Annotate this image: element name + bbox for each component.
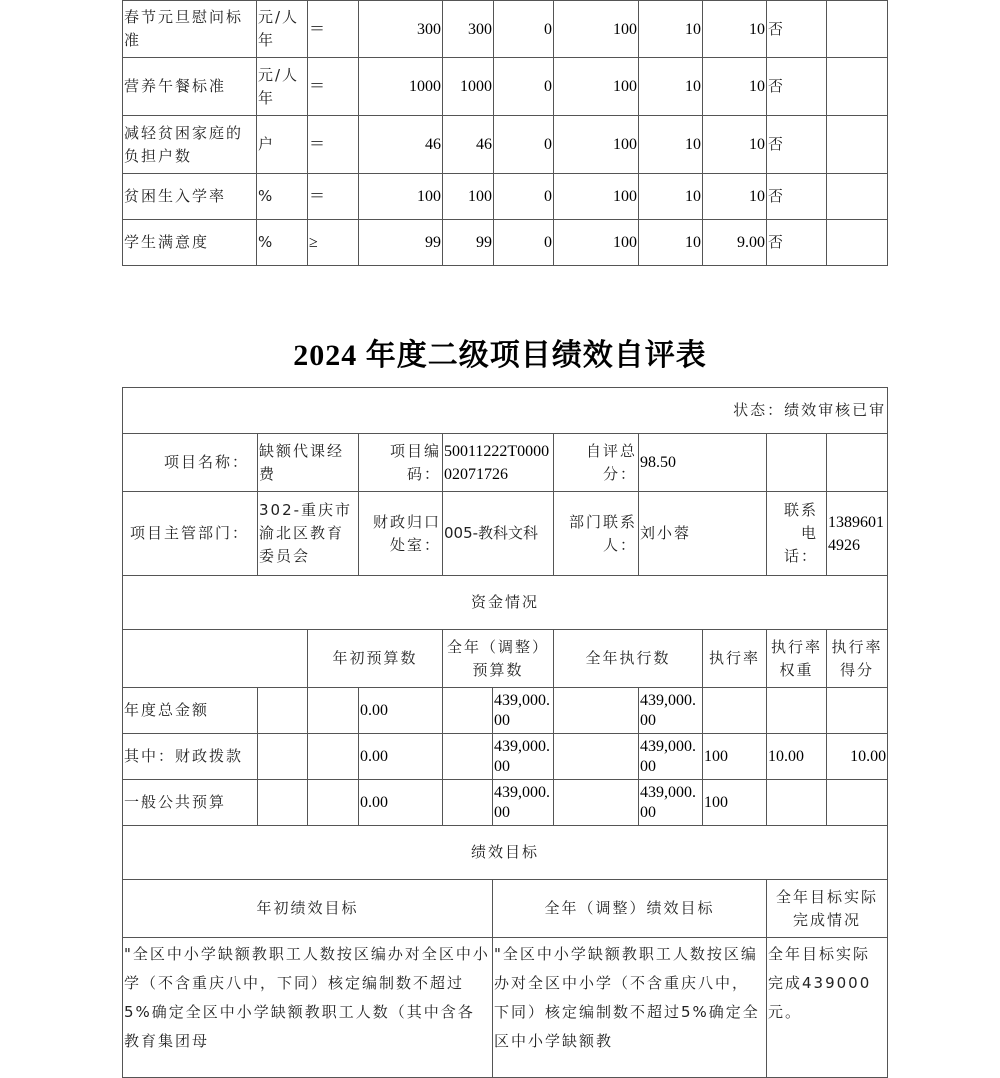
indicator-table xyxy=(122,0,888,266)
indicator-actual: 46 xyxy=(443,116,494,174)
indicator-actual: 300 xyxy=(443,1,494,58)
funds-row xyxy=(123,780,888,826)
indicator-unit: % xyxy=(257,174,308,220)
indicator-completion: 100 xyxy=(554,220,639,266)
funds-header-adjusted: 全年（调整）预算数 xyxy=(443,630,554,688)
indicator-score: 10 xyxy=(703,116,767,174)
funds-header-executed: 全年执行数 xyxy=(554,630,703,688)
indicator-name: 春节元旦慰问标准 xyxy=(123,1,257,58)
funds-rate: 100 xyxy=(703,734,767,780)
funds-executed: 439,000.00 xyxy=(639,734,703,780)
contact-value: 刘小蓉 xyxy=(639,492,767,576)
indicator-note xyxy=(827,1,888,58)
goals-header-initial: 年初绩效目标 xyxy=(123,880,493,938)
funds-adjusted: 439,000.00 xyxy=(493,734,554,780)
score-value: 98.50 xyxy=(639,434,767,492)
indicator-unit: % xyxy=(257,220,308,266)
indicator-deviation: 0 xyxy=(494,220,554,266)
funds-initial: 0.00 xyxy=(359,780,443,826)
funds-header-weight: 执行率权重 xyxy=(767,630,827,688)
empty-cell xyxy=(443,780,493,826)
funds-weight xyxy=(767,688,827,734)
indicator-operator: ≥ xyxy=(308,220,359,266)
indicator-weight: 10 xyxy=(639,58,703,116)
indicator-note xyxy=(827,220,888,266)
indicator-score: 10 xyxy=(703,58,767,116)
indicator-weight: 10 xyxy=(639,1,703,58)
indicator-flag: 否 xyxy=(767,116,827,174)
goals-header-adjusted: 全年（调整）绩效目标 xyxy=(493,880,767,938)
indicator-operator: ＝ xyxy=(308,174,359,220)
indicator-target: 1000 xyxy=(359,58,443,116)
goal-adjusted-text: "全区中小学缺额教职工人数按区编办对全区中小学（不含重庆八中，下同）核定编制数不超过5%确定全区中小学缺额教 xyxy=(493,938,767,1078)
empty-cell xyxy=(827,434,888,492)
goals-section-header: 绩效目标 xyxy=(123,826,888,880)
goal-actual-text: 全年目标实际完成439000 元。 xyxy=(767,938,888,1078)
status-text: 状态：绩效审核已审 xyxy=(123,388,888,434)
funds-row-label: 年度总金额 xyxy=(123,688,258,734)
funds-section-header: 资金情况 xyxy=(123,576,888,630)
indicator-note xyxy=(827,174,888,220)
phone-value: 13896014926 xyxy=(827,492,888,576)
empty-cell xyxy=(258,734,308,780)
score-label: 自评总分： xyxy=(554,434,639,492)
indicator-unit: 户 xyxy=(257,116,308,174)
funds-header-initial: 年初预算数 xyxy=(308,630,443,688)
indicator-note xyxy=(827,116,888,174)
funds-initial: 0.00 xyxy=(359,734,443,780)
funds-adjusted: 439,000.00 xyxy=(493,688,554,734)
indicator-row xyxy=(123,116,888,174)
funds-header-rate: 执行率 xyxy=(703,630,767,688)
empty-cell xyxy=(443,734,493,780)
phone-label: 联系电话： xyxy=(767,492,827,576)
indicator-deviation: 0 xyxy=(494,58,554,116)
indicator-deviation: 0 xyxy=(494,116,554,174)
funds-row-label: 其中：财政拨款 xyxy=(123,734,258,780)
indicator-target: 300 xyxy=(359,1,443,58)
dept-value: 302-重庆市渝北区教育委员会 xyxy=(258,492,359,576)
funds-score: 10.00 xyxy=(827,734,888,780)
indicator-name: 学生满意度 xyxy=(123,220,257,266)
funds-rate xyxy=(703,688,767,734)
indicator-row xyxy=(123,220,888,266)
empty-cell xyxy=(258,688,308,734)
indicator-operator: ＝ xyxy=(308,1,359,58)
empty-cell xyxy=(554,734,639,780)
indicator-unit: 元/人年 xyxy=(257,1,308,58)
project-code-label: 项目编码： xyxy=(359,434,443,492)
empty-cell xyxy=(767,434,827,492)
self-evaluation-form xyxy=(122,387,888,1078)
indicator-deviation: 0 xyxy=(494,1,554,58)
indicator-actual: 99 xyxy=(443,220,494,266)
indicator-weight: 10 xyxy=(639,174,703,220)
funds-row xyxy=(123,734,888,780)
indicator-name: 营养午餐标准 xyxy=(123,58,257,116)
indicator-completion: 100 xyxy=(554,1,639,58)
indicator-target: 99 xyxy=(359,220,443,266)
indicator-name: 减轻贫困家庭的负担户数 xyxy=(123,116,257,174)
empty-cell xyxy=(554,688,639,734)
project-code-value: 50011222T000002071726 xyxy=(443,434,554,492)
indicator-name: 贫困生入学率 xyxy=(123,174,257,220)
empty-cell xyxy=(554,780,639,826)
funds-adjusted: 439,000.00 xyxy=(493,780,554,826)
empty-cell xyxy=(308,688,359,734)
funds-weight: 10.00 xyxy=(767,734,827,780)
project-name-value: 缺额代课经费 xyxy=(258,434,359,492)
empty-cell xyxy=(258,780,308,826)
indicator-score: 9.00 xyxy=(703,220,767,266)
indicator-target: 100 xyxy=(359,174,443,220)
funds-header-score: 执行率得分 xyxy=(827,630,888,688)
funds-row-label: 一般公共预算 xyxy=(123,780,258,826)
empty-cell xyxy=(308,734,359,780)
indicator-operator: ＝ xyxy=(308,116,359,174)
goals-header-actual: 全年目标实际完成情况 xyxy=(767,880,888,938)
indicator-row xyxy=(123,174,888,220)
funds-score xyxy=(827,688,888,734)
funds-row xyxy=(123,688,888,734)
indicator-score: 10 xyxy=(703,174,767,220)
goal-initial-text: "全区中小学缺额教职工人数按区编办对全区中小学（不含重庆八中，下同）核定编制数不超过5%确定全区中小学缺额教职工人数（其中含各教育集团母 xyxy=(123,938,493,1078)
indicator-operator: ＝ xyxy=(308,58,359,116)
finance-value: 005-教科文科 xyxy=(443,492,554,576)
indicator-flag: 否 xyxy=(767,174,827,220)
empty-cell xyxy=(123,630,308,688)
indicator-actual: 100 xyxy=(443,174,494,220)
indicator-note xyxy=(827,58,888,116)
funds-rate: 100 xyxy=(703,780,767,826)
finance-label: 财政归口处室： xyxy=(359,492,443,576)
indicator-completion: 100 xyxy=(554,58,639,116)
indicator-completion: 100 xyxy=(554,116,639,174)
indicator-actual: 1000 xyxy=(443,58,494,116)
dept-label: 项目主管部门： xyxy=(123,492,258,576)
funds-executed: 439,000.00 xyxy=(639,780,703,826)
funds-score xyxy=(827,780,888,826)
empty-cell xyxy=(443,688,493,734)
funds-executed: 439,000.00 xyxy=(639,688,703,734)
indicator-deviation: 0 xyxy=(494,174,554,220)
indicator-weight: 10 xyxy=(639,220,703,266)
indicator-flag: 否 xyxy=(767,58,827,116)
page-title: 2024 年度二级项目绩效自评表 xyxy=(293,339,707,372)
empty-cell xyxy=(308,780,359,826)
indicator-row xyxy=(123,58,888,116)
funds-initial: 0.00 xyxy=(359,688,443,734)
indicator-unit: 元/人年 xyxy=(257,58,308,116)
indicator-target: 46 xyxy=(359,116,443,174)
contact-label: 部门联系人： xyxy=(554,492,639,576)
indicator-score: 10 xyxy=(703,1,767,58)
funds-weight xyxy=(767,780,827,826)
indicator-flag: 否 xyxy=(767,1,827,58)
indicator-row xyxy=(123,1,888,58)
indicator-flag: 否 xyxy=(767,220,827,266)
indicator-weight: 10 xyxy=(639,116,703,174)
indicator-completion: 100 xyxy=(554,174,639,220)
project-name-label: 项目名称： xyxy=(123,434,258,492)
